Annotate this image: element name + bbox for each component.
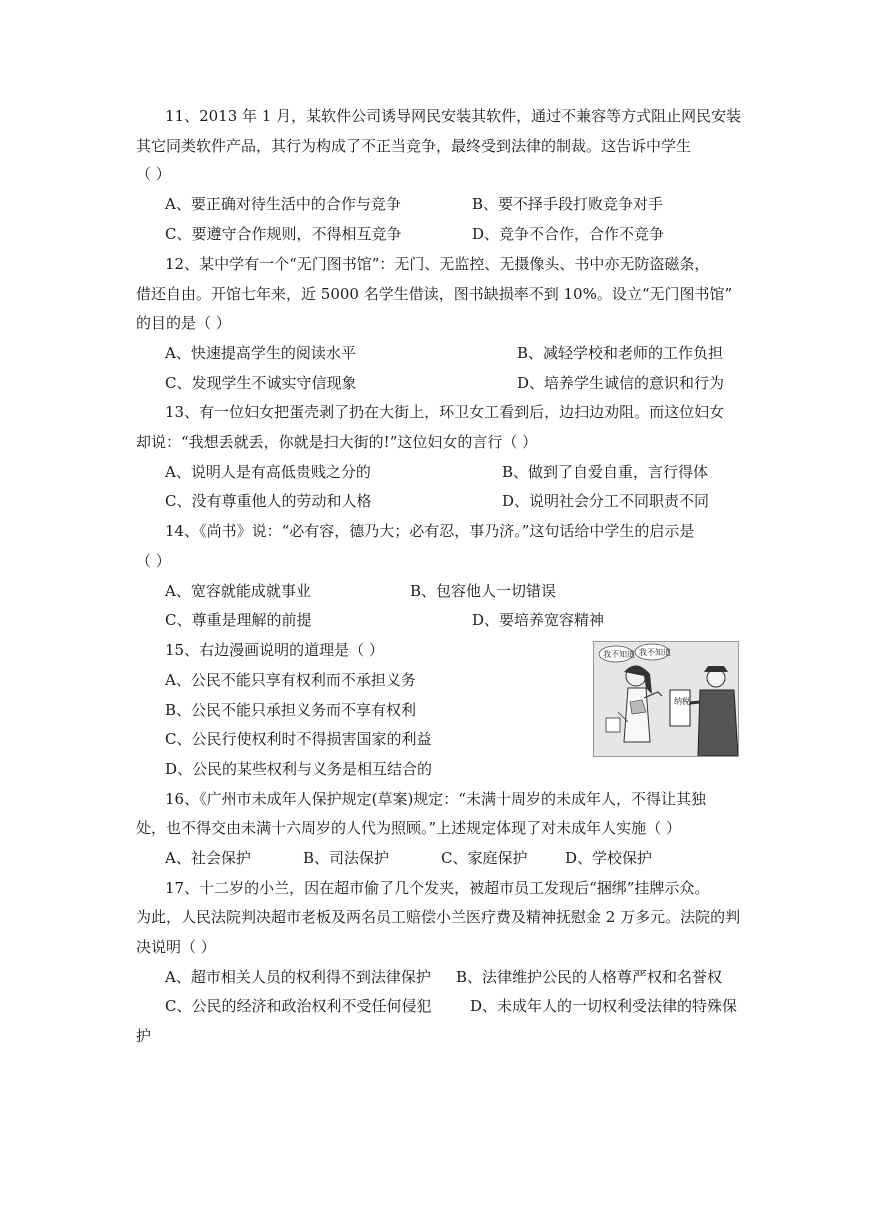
q14-stem-line1: 14、《尚书》说：“必有容，德乃大；必有忍，事乃济。”这句话给中学生的启示是	[165, 522, 695, 540]
cartoon-bubble-2: 我不知道	[639, 648, 671, 657]
q13-stem-line1: 13、有一位妇女把蛋壳剥了扔在大街上，环卫女工看到后，边扫边劝阻。而这位妇女	[165, 403, 725, 421]
q12-stem-line2: 借还自由。开馆七年来，近 5000 名学生借读，图书缺损率不到 10%。设立“无门图书馆”	[136, 285, 733, 303]
q16-stem-line1: 16、《广州市未成年人保护规定(草案)规定：“未满十周岁的未成年人，不得让其独	[165, 790, 706, 808]
q13-option-c: C、没有尊重他人的劳动和人格	[165, 492, 372, 510]
q15-option-b: B、公民不能只承担义务而不享有权利	[165, 701, 417, 719]
q11-option-b: B、要不择手段打败竞争对手	[472, 195, 664, 213]
q14-answer-blank: （ ）	[136, 552, 171, 570]
q11-stem-line1: 11、2013 年 1 月，某软件公司诱导网民安装其软件，通过不兼容等方式阻止网民安装	[165, 107, 742, 125]
q12-stem-line3: 的目的是（ ）	[136, 314, 231, 332]
q17-stem-line3: 决说明（ ）	[136, 938, 216, 956]
q14-option-a: A、宽容就能成就事业	[165, 582, 311, 600]
q16-stem-line2: 处，也不得交由未满十六周岁的人代为照顾。”上述规定体现了对未成年人实施（ ）	[136, 819, 681, 837]
q13-option-b: B、做到了自爱自重，言行得体	[502, 463, 709, 481]
cartoon-bubble-1: 我不知道	[603, 650, 635, 659]
q11-stem-line2: 其它同类软件产品，其行为构成了不正当竞争，最终受到法律的制裁。这告诉中学生	[136, 137, 692, 155]
q13-stem-line2: 却说：“我想丢就丢，你就是扫大街的!”这位妇女的言行（ ）	[136, 433, 538, 451]
cartoon-sign-text: 纳税	[674, 697, 690, 706]
q12-option-a: A、快速提高学生的阅读水平	[165, 344, 356, 362]
q14-option-d: D、要培养宽容精神	[472, 611, 605, 629]
q14-option-c: C、尊重是理解的前提	[165, 611, 312, 629]
q15-stem: 15、右边漫画说明的道理是（ ）	[165, 641, 384, 659]
q13-option-a: A、说明人是有高低贵贱之分的	[165, 463, 371, 481]
q15-cartoon-image	[593, 641, 739, 757]
q12-option-d: D、培养学生诚信的意识和行为	[517, 374, 725, 392]
q17-option-d: D、未成年人的一切权利受法律的特殊保	[470, 997, 738, 1015]
q16-option-a: A、社会保护	[165, 849, 251, 867]
q15-option-a: A、公民不能只享有权利而不承担义务	[165, 671, 416, 689]
q12-stem-line1: 12、某中学有一个“无门图书馆”：无门、无监控、无摄像头、书中亦无防盗磁条，	[165, 255, 710, 273]
q17-option-a: A、超市相关人员的权利得不到法律保护	[165, 968, 431, 986]
q17-option-b: B、法律维护公民的人格尊严权和名誉权	[456, 968, 723, 986]
q12-option-c: C、发现学生不诚实守信现象	[165, 374, 357, 392]
q12-option-b: B、减轻学校和老师的工作负担	[517, 344, 724, 362]
q11-answer-blank: （ ）	[136, 165, 171, 183]
q17-stem-line2: 为此，人民法院判决超市老板及两名员工赔偿小兰医疗费及精神抚慰金 2 万多元。法院的判	[136, 908, 741, 926]
cartoon-drawing	[594, 642, 738, 756]
q14-option-b: B、包容他人一切错误	[410, 582, 557, 600]
q15-option-d: D、公民的某些权利与义务是相互结合的	[165, 760, 433, 778]
q11-option-c: C、要遵守合作规则，不得相互竞争	[165, 225, 402, 243]
q16-option-d: D、学校保护	[565, 849, 653, 867]
q11-option-a: A、要正确对待生活中的合作与竞争	[165, 195, 401, 213]
q17-option-d-wrap: 护	[136, 1027, 152, 1045]
q11-option-d: D、竞争不合作，合作不竞争	[472, 225, 665, 243]
q17-stem-line1: 17、十二岁的小兰，因在超市偷了几个发夹，被超市员工发现后“捆绑”挂牌示众。	[165, 879, 710, 897]
q17-option-c: C、公民的经济和政治权利不受任何侵犯	[165, 997, 432, 1015]
q16-option-b: B、司法保护	[303, 849, 390, 867]
q15-option-c: C、公民行使权利时不得损害国家的利益	[165, 730, 432, 748]
q16-option-c: C、家庭保护	[441, 849, 528, 867]
q13-option-d: D、说明社会分工不同职责不同	[502, 492, 710, 510]
